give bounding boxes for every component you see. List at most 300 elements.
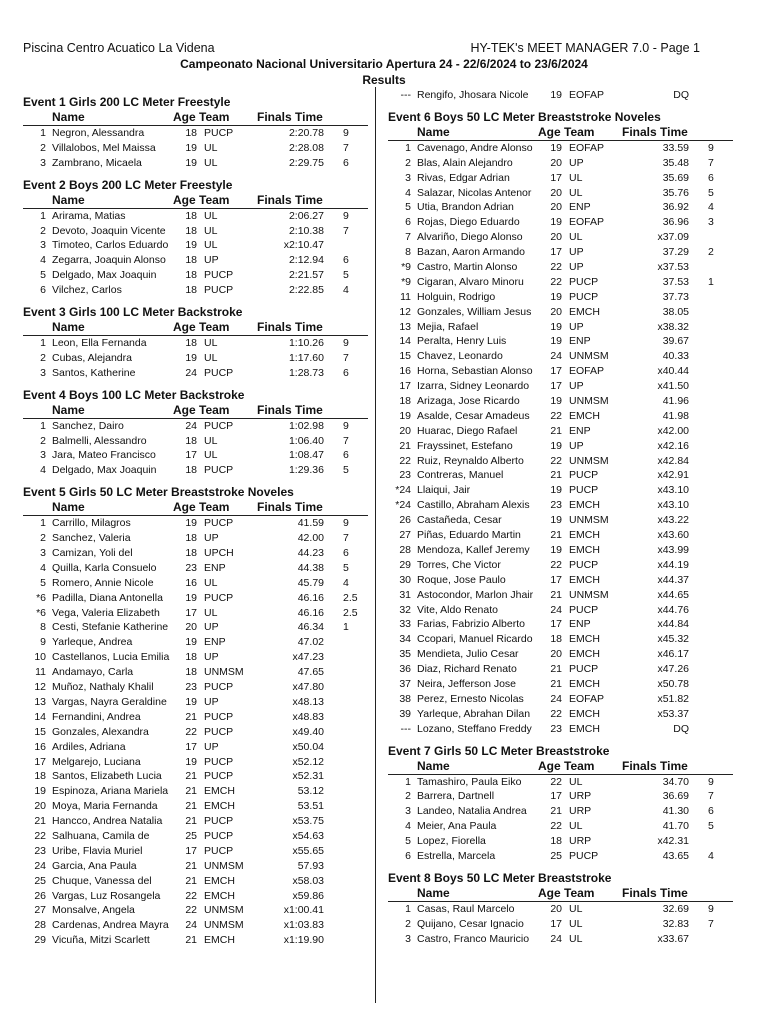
result-place: 36 [399, 663, 411, 676]
header-name: Name [417, 885, 450, 900]
result-name: Huarac, Diego Rafael [417, 424, 518, 437]
result-row [388, 394, 733, 409]
result-place: 2 [40, 532, 46, 545]
result-age: 21 [185, 785, 197, 798]
result-time: 2:10.38 [288, 224, 324, 237]
result-time: x49.40 [292, 725, 324, 738]
result-place: 1 [40, 337, 46, 350]
result-place: 2 [405, 917, 411, 930]
result-row [388, 722, 733, 737]
result-age: 17 [550, 618, 562, 631]
result-place: 4 [405, 820, 411, 833]
result-team: PUCP [204, 269, 234, 282]
result-team: UNMSM [569, 514, 609, 527]
result-team: EMCH [569, 499, 600, 512]
result-time: x48.83 [292, 710, 324, 723]
result-age: 19 [185, 591, 197, 604]
result-team: URP [569, 835, 592, 848]
result-age: 17 [550, 365, 562, 378]
result-time: 2:21.57 [288, 269, 324, 282]
result-place: 3 [405, 805, 411, 818]
result-team: ENP [569, 335, 591, 348]
result-name: Diaz, Richard Renato [417, 663, 517, 676]
result-team: PUCP [204, 770, 234, 783]
result-age: 21 [185, 874, 197, 887]
result-place: 3 [405, 171, 411, 184]
result-name: Villalobos, Mel Maissa [52, 141, 156, 154]
result-time: x37.09 [657, 231, 689, 244]
result-place: 1 [405, 141, 411, 154]
column-header [23, 500, 368, 516]
result-row [23, 799, 368, 814]
result-age: 18 [185, 532, 197, 545]
result-name: Vicuña, Mitzi Scarlett [52, 934, 150, 947]
result-age: 20 [550, 231, 562, 244]
result-row [23, 725, 368, 740]
result-name: Castillo, Abraham Alexis [417, 499, 530, 512]
result-row [388, 200, 733, 215]
result-pts: 5 [343, 561, 349, 574]
result-place: 3 [40, 366, 46, 379]
result-place: 21 [34, 815, 46, 828]
result-name: Salazar, Nicolas Antenor [417, 186, 532, 199]
result-row [388, 379, 733, 394]
result-team: UP [204, 621, 219, 634]
header-finals-time: Finals Time [257, 110, 323, 124]
result-place: 15 [399, 350, 411, 363]
result-team: UL [204, 224, 218, 237]
result-age: 19 [550, 216, 562, 229]
header-finals-time: Finals Time [257, 402, 323, 417]
result-team: UL [204, 576, 218, 589]
result-place: 32 [399, 603, 411, 616]
header-age-team: Age Team [173, 320, 230, 335]
result-place: 6 [405, 849, 411, 862]
result-time: x42.91 [657, 469, 689, 482]
result-team: EMCH [204, 800, 235, 813]
result-age: 18 [185, 547, 197, 560]
result-time: 34.70 [662, 775, 689, 788]
result-name: Torres, Che Victor [417, 558, 501, 571]
result-time: x59.86 [292, 889, 324, 902]
header-finals-time: Finals Time [257, 320, 323, 335]
result-time: 41.59 [297, 517, 324, 530]
result-team: PUCP [569, 484, 599, 497]
result-age: 22 [185, 904, 197, 917]
result-time: 2:20.78 [288, 127, 324, 139]
result-row [23, 620, 368, 635]
result-place: 1 [40, 419, 46, 432]
result-name: Blas, Alain Alejandro [417, 156, 513, 169]
result-place: 19 [34, 785, 46, 798]
result-pts: 6 [343, 547, 349, 560]
event-title: Event 3 Girls 100 LC Meter Backstroke [23, 305, 243, 320]
result-row [388, 483, 733, 498]
result-name: Chuque, Vanessa del [52, 874, 152, 887]
result-row [23, 531, 368, 546]
result-place: 13 [399, 320, 411, 333]
header-age-team: Age Team [538, 885, 595, 900]
result-age: 22 [550, 409, 562, 422]
result-row [23, 156, 368, 171]
result-team: UP [569, 246, 584, 259]
result-age: 17 [550, 246, 562, 259]
result-time: x42.31 [657, 835, 689, 848]
result-pts: 2.5 [343, 591, 358, 604]
result-time: 2:12.94 [288, 254, 324, 267]
result-pts: 5 [708, 186, 714, 199]
result-row [388, 573, 733, 588]
result-age: 18 [185, 209, 197, 222]
event-title: Event 8 Boys 50 LC Meter Breaststroke [388, 870, 612, 885]
result-age: 19 [185, 351, 197, 364]
result-time: 41.30 [662, 805, 689, 818]
result-team: EMCH [569, 529, 600, 542]
result-age: 21 [185, 815, 197, 828]
result-team: EMCH [569, 305, 600, 318]
result-name: Mendieta, Julio Cesar [417, 648, 519, 661]
result-place: 7 [405, 231, 411, 244]
result-row [388, 707, 733, 722]
result-team: PUCP [204, 366, 234, 379]
result-age: 19 [550, 439, 562, 452]
result-name: Devoto, Joaquin Vicente [52, 224, 166, 237]
result-time: 2:22.85 [288, 284, 324, 297]
result-age: 20 [550, 305, 562, 318]
result-team: UNMSM [204, 859, 244, 872]
result-age: 19 [550, 543, 562, 556]
left-column [23, 88, 368, 948]
result-time: 53.51 [297, 800, 324, 813]
result-place: 22 [34, 829, 46, 842]
result-pts: 5 [708, 820, 714, 833]
result-time: x48.13 [292, 695, 324, 708]
result-place: 2 [405, 156, 411, 169]
result-row [388, 849, 733, 864]
result-place: *24 [395, 484, 411, 497]
result-age: 22 [550, 558, 562, 571]
result-place: 6 [40, 284, 46, 297]
header-name: Name [52, 110, 85, 124]
header-age-team: Age Team [173, 500, 230, 515]
result-row [23, 755, 368, 770]
column-header [23, 193, 368, 209]
result-time: 2:29.75 [288, 156, 324, 169]
result-name: Lopez, Fiorella [417, 835, 486, 848]
result-name: Frayssinet, Estefano [417, 439, 513, 452]
header-name: Name [52, 320, 85, 335]
result-time: x1:19.90 [283, 934, 324, 947]
result-time: x54.63 [292, 829, 324, 842]
result-pts: 7 [708, 790, 714, 803]
result-name: Rengifo, Jhosara Nicole [417, 89, 529, 101]
result-place: 12 [399, 305, 411, 318]
result-team: UNMSM [569, 350, 609, 363]
result-time: 41.96 [662, 395, 689, 408]
result-row [388, 692, 733, 707]
result-place: 19 [399, 409, 411, 422]
result-team: UL [204, 606, 218, 619]
result-row [23, 141, 368, 156]
result-row [388, 409, 733, 424]
event-title: Event 7 Girls 50 LC Meter Breaststroke [388, 743, 610, 758]
result-row [23, 769, 368, 784]
result-name: Santos, Katherine [52, 366, 136, 379]
result-name: Espinoza, Ariana Mariela [52, 785, 169, 798]
result-team: PUCP [204, 591, 234, 604]
result-team: PUCP [569, 663, 599, 676]
result-age: 19 [550, 320, 562, 333]
result-time: 42.00 [297, 532, 324, 545]
result-age: 21 [550, 805, 562, 818]
result-time: 36.92 [662, 201, 689, 214]
result-pts: 5 [343, 464, 349, 477]
result-pts: 9 [708, 775, 714, 788]
result-team: UP [204, 254, 219, 267]
result-age: 17 [550, 790, 562, 803]
result-place: 1 [405, 775, 411, 788]
result-pts: 4 [708, 849, 714, 862]
result-time: x43.10 [657, 499, 689, 512]
header-name: Name [52, 500, 85, 515]
result-name: Peralta, Henry Luis [417, 335, 507, 348]
result-name: Jara, Mateo Francisco [52, 449, 156, 462]
result-age: 21 [185, 859, 197, 872]
event-section [23, 387, 368, 479]
result-name: Alvariño, Diego Alonso [417, 231, 523, 244]
result-row [388, 88, 733, 103]
result-time: 37.53 [662, 275, 689, 288]
event-section [388, 870, 733, 947]
result-place: 13 [34, 695, 46, 708]
result-name: Rivas, Edgar Adrian [417, 171, 510, 184]
result-name: Delgado, Max Joaquin [52, 269, 157, 282]
result-row [23, 680, 368, 695]
result-time: x42.84 [657, 454, 689, 467]
result-row [388, 215, 733, 230]
result-pts: 7 [708, 917, 714, 930]
result-row [23, 665, 368, 680]
event-title: Event 5 Girls 50 LC Meter Breaststroke Noveles [23, 485, 294, 500]
result-time: x44.84 [657, 618, 689, 631]
result-time: 47.02 [297, 636, 324, 649]
result-age: 18 [185, 269, 197, 282]
result-name: Vite, Aldo Renato [417, 603, 498, 616]
result-place: 3 [40, 547, 46, 560]
result-place: 20 [34, 800, 46, 813]
result-age: 18 [185, 337, 197, 350]
result-row [23, 606, 368, 621]
result-time: 2:06.27 [288, 209, 324, 222]
result-name: Garcia, Ana Paula [52, 859, 137, 872]
result-age: 19 [550, 290, 562, 303]
result-place: 16 [399, 365, 411, 378]
result-age: 21 [550, 677, 562, 690]
result-time: x43.60 [657, 529, 689, 542]
result-age: 20 [550, 201, 562, 214]
result-place: 16 [34, 740, 46, 753]
result-row [23, 903, 368, 918]
result-name: Bazan, Aaron Armando [417, 246, 525, 259]
result-place: 28 [399, 543, 411, 556]
result-row [388, 647, 733, 662]
result-time: x42.16 [657, 439, 689, 452]
result-age: 24 [185, 419, 197, 432]
result-place: 1 [40, 209, 46, 222]
result-team: EMCH [569, 648, 600, 661]
result-time: 41.70 [662, 820, 689, 833]
result-age: 24 [550, 692, 562, 705]
result-time: 44.23 [297, 547, 324, 560]
result-name: Uribe, Flavia Muriel [52, 844, 143, 857]
result-name: Vega, Valeria Elizabeth [52, 606, 160, 619]
result-name: Quijano, Cesar Ignacio [417, 917, 524, 930]
result-row [388, 834, 733, 849]
result-place: 20 [399, 424, 411, 437]
result-row [23, 740, 368, 755]
result-name: Carrillo, Milagros [52, 517, 131, 530]
result-time: 35.48 [662, 156, 689, 169]
result-name: Contreras, Manuel [417, 469, 504, 482]
result-time: x58.03 [292, 874, 324, 887]
header-age-team: Age Team [173, 192, 230, 207]
result-age: 18 [185, 254, 197, 267]
result-pts: 9 [343, 419, 349, 432]
result-time: x1:03.83 [283, 919, 324, 932]
result-name: Romero, Annie Nicole [52, 576, 154, 589]
result-age: 24 [550, 350, 562, 363]
result-team: UL [204, 239, 218, 252]
result-row [388, 364, 733, 379]
result-row [388, 528, 733, 543]
result-age: 20 [185, 621, 197, 634]
result-time: x51.82 [657, 692, 689, 705]
result-place: 12 [34, 681, 46, 694]
result-row [23, 710, 368, 725]
result-age: 24 [185, 366, 197, 379]
result-name: Hancco, Andrea Natalia [52, 815, 163, 828]
result-name: Castellanos, Lucia Emilia [52, 651, 170, 664]
result-team: EOFAP [569, 692, 605, 705]
result-place: 27 [399, 529, 411, 542]
result-name: Sanchez, Valeria [52, 532, 131, 545]
result-time: 1:06.40 [288, 434, 324, 447]
result-time: 37.29 [662, 246, 689, 259]
result-time: DQ [673, 89, 689, 101]
result-row [388, 588, 733, 603]
result-age: 20 [550, 156, 562, 169]
event-section [23, 94, 368, 171]
result-place: 14 [399, 335, 411, 348]
result-name: Landeo, Natalia Andrea [417, 805, 527, 818]
result-row [23, 253, 368, 268]
result-row [388, 230, 733, 245]
result-row [23, 126, 368, 141]
result-pts: 9 [708, 902, 714, 915]
header-finals-time: Finals Time [622, 758, 688, 773]
result-age: 17 [550, 917, 562, 930]
result-team: EMCH [569, 633, 600, 646]
result-row [23, 419, 368, 434]
result-row [388, 171, 733, 186]
column-header [23, 110, 368, 126]
result-pts: 6 [343, 254, 349, 267]
result-place: *9 [401, 275, 411, 288]
result-time: x2:10.47 [283, 239, 324, 252]
result-age: 17 [550, 573, 562, 586]
result-row [388, 932, 733, 947]
result-place: 28 [34, 919, 46, 932]
result-row [388, 334, 733, 349]
result-age: 19 [550, 395, 562, 408]
result-team: EMCH [569, 722, 600, 735]
result-name: Vargas, Luz Rosangela [52, 889, 161, 902]
result-time: x43.10 [657, 484, 689, 497]
result-row [23, 784, 368, 799]
result-team: PUCP [204, 844, 234, 857]
result-name: Casas, Raul Marcelo [417, 902, 515, 915]
result-place: 8 [40, 621, 46, 634]
result-place: 39 [399, 707, 411, 720]
result-time: 57.93 [297, 859, 324, 872]
result-team: UL [204, 209, 218, 222]
result-row [23, 283, 368, 298]
header-finals-time: Finals Time [257, 500, 323, 515]
result-name: Cubas, Alejandra [52, 351, 132, 364]
result-place: 5 [405, 835, 411, 848]
result-name: Zambrano, Micaela [52, 156, 142, 169]
result-age: 20 [550, 648, 562, 661]
result-age: 20 [550, 186, 562, 199]
result-place: 37 [399, 677, 411, 690]
result-time: x44.65 [657, 588, 689, 601]
result-age: 23 [185, 681, 197, 694]
result-row [23, 576, 368, 591]
result-row [23, 695, 368, 710]
result-pts: 7 [708, 156, 714, 169]
result-name: Arizaga, Jose Ricardo [417, 395, 520, 408]
result-team: UL [569, 902, 583, 915]
result-row [23, 366, 368, 381]
result-name: Monsalve, Angela [52, 904, 135, 917]
header-age-team: Age Team [173, 402, 230, 417]
result-place: 34 [399, 633, 411, 646]
result-team: EOFAP [569, 216, 605, 229]
result-name: Fernandini, Andrea [52, 710, 141, 723]
result-time: 2:28.08 [288, 141, 324, 154]
result-place: *9 [401, 261, 411, 274]
result-team: UL [569, 820, 583, 833]
result-age: 21 [550, 469, 562, 482]
result-name: Farias, Fabrizio Alberto [417, 618, 525, 631]
result-place: 29 [34, 934, 46, 947]
result-name: Castañeda, Cesar [417, 514, 502, 527]
result-team: UP [204, 740, 219, 753]
result-age: 21 [550, 529, 562, 542]
result-time: x55.65 [292, 844, 324, 857]
result-row [388, 454, 733, 469]
result-age: 23 [550, 499, 562, 512]
event-title: Event 2 Boys 200 LC Meter Freestyle [23, 177, 233, 192]
result-pts: 7 [343, 434, 349, 447]
column-header [23, 320, 368, 336]
header-finals-time: Finals Time [622, 885, 688, 900]
result-row [23, 448, 368, 463]
result-team: UNMSM [204, 666, 244, 679]
result-age: 19 [550, 335, 562, 348]
result-row [388, 305, 733, 320]
result-row [388, 819, 733, 834]
